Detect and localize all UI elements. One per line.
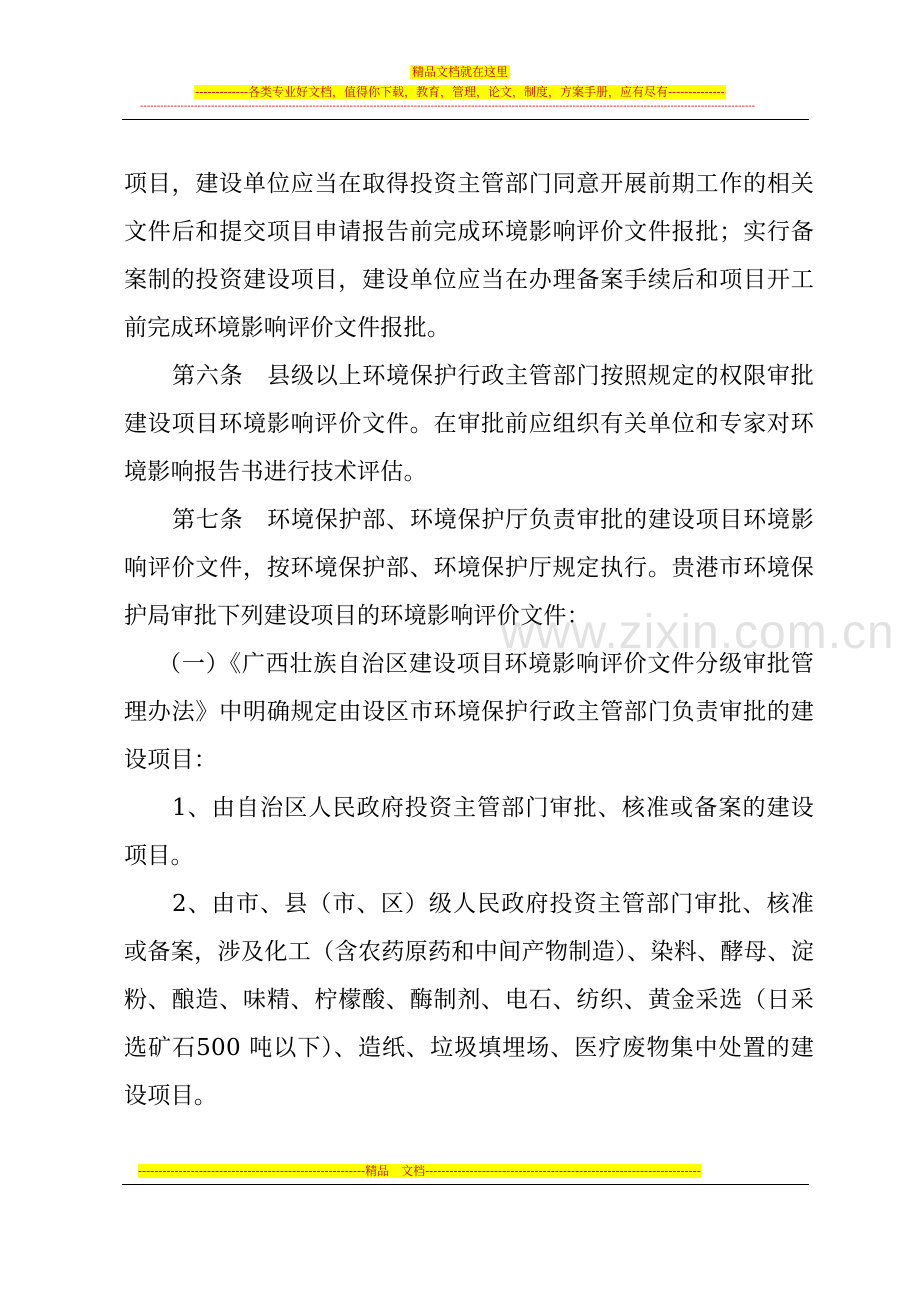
- header-subtitle: [0, 84, 920, 100]
- paragraph-continuation: 项目，建设单位应当在取得投资主管部门同意开展前期工作的相关文件后和提交项目申请报告前完成环境影响评价文件报批；实行备案制的投资建设项目，建设单位应当在办理备案手续后和项目开工前完成环境影响评价文件报批。: [124, 171, 814, 341]
- watermark: www.zixin.com.cn: [500, 606, 895, 659]
- paragraph-subitem-1: 1、由自治区人民政府投资主管部门审批、核准或备案的建设项目。: [124, 795, 814, 869]
- header-subtitle-text: -------------各类专业好文档，值得你下载，教育，管理，论文，制度，方案手册，应有尽有--------------: [195, 85, 725, 99]
- paragraph-article-7: 第七条 环境保护部、环境保护厅负责审批的建设项目环境影响评价文件，按环境保护部、环境保护厅规定执行。贵港市环境保护局审批下列建设项目的环境影响评价文件：: [124, 507, 814, 629]
- header-title-text: 精品文档就在这里: [411, 65, 508, 79]
- header-title: [0, 64, 920, 80]
- document-body: [124, 160, 814, 1120]
- header-rule: [122, 119, 809, 120]
- paragraph-article-6: 第六条 县级以上环境保护行政主管部门按照规定的权限审批建设项目环境影响评价文件。在审批前应组织有关单位和专家对环境影响报告书进行技术评估。: [124, 363, 814, 485]
- footer-rule: [122, 1184, 809, 1185]
- footer-text: --------------------------------------------------------精品 文档--------------------------------------------------------------------: [138, 1164, 701, 1178]
- footer: [138, 1163, 792, 1179]
- header-dash-line: --------------------------------------------------------------------------------------------------------------------------------------------------------------------------------------: [140, 101, 755, 112]
- paragraph-item-1: （一）《广西壮族自治区建设项目环境影响评价文件分级审批管理办法》中明确规定由设区市环境保护行政主管部门负责审批的建设项目：: [124, 651, 814, 773]
- paragraph-subitem-2: 2、由市、县（市、区）级人民政府投资主管部门审批、核准或备案，涉及化工（含农药原药和中间产物制造）、染料、酵母、淀粉、酿造、味精、柠檬酸、酶制剂、电石、纺织、黄金采选（日采选矿石500 吨以下）、造纸、垃圾填埋场、医疗废物集中处置的建设项目。: [124, 891, 814, 1109]
